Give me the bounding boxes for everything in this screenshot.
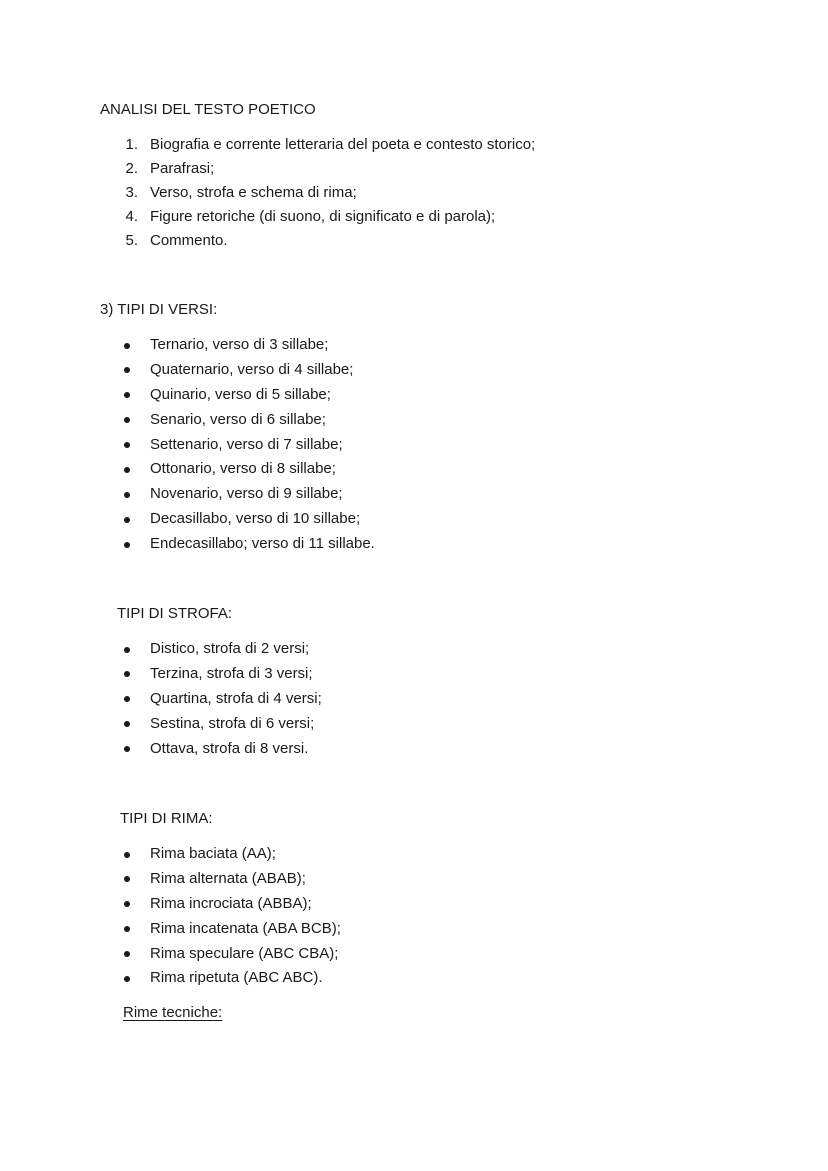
- list-number: 4.: [125, 208, 138, 225]
- list-item-text: Distico, strofa di 2 versi;: [150, 640, 310, 657]
- list-item-text: Biografia e corrente letteraria del poeta e contesto storico;: [150, 136, 536, 153]
- rime-tecniche-heading: Rime tecniche:: [123, 1004, 223, 1021]
- bullet-icon: [124, 467, 130, 473]
- bullet-icon: [124, 392, 130, 398]
- list-item-text: Verso, strofa e schema di rima;: [150, 184, 357, 201]
- versi-heading: 3) TIPI DI VERSI:: [100, 301, 218, 318]
- list-item-text: Endecasillabo; verso di 11 sillabe.: [150, 535, 375, 553]
- bullet-icon: [124, 876, 130, 882]
- list-item-text: Ottonario, verso di 8 sillabe;: [150, 460, 336, 478]
- bullet-icon: [124, 901, 130, 907]
- bullet-icon: [124, 696, 130, 702]
- list-item-text: Rima incrociata (ABBA);: [150, 894, 312, 912]
- list-item-text: Commento.: [150, 232, 228, 249]
- bullet-icon: [124, 542, 130, 548]
- list-number: 3.: [125, 184, 138, 201]
- bullet-icon: [124, 517, 130, 523]
- list-item-text: Quartina, strofa di 4 versi;: [150, 689, 322, 707]
- bullet-icon: [124, 976, 130, 982]
- list-item-text: Rima alternata (ABAB);: [150, 869, 306, 887]
- list-item-text: Novenario, verso di 9 sillabe;: [150, 485, 343, 503]
- list-number: 1.: [125, 136, 138, 153]
- list-item-text: Rima incatenata (ABA BCB);: [150, 919, 341, 937]
- rima-heading: TIPI DI RIMA:: [120, 810, 213, 827]
- bullet-icon: [124, 367, 130, 373]
- list-item-text: Terzina, strofa di 3 versi;: [150, 664, 313, 682]
- bullet-icon: [124, 343, 130, 349]
- bullet-icon: [124, 926, 130, 932]
- bullet-icon: [124, 746, 130, 752]
- bullet-icon: [124, 417, 130, 423]
- list-item-text: Quinario, verso di 5 sillabe;: [150, 385, 331, 403]
- list-item-text: Decasillabo, verso di 10 sillabe;: [150, 510, 361, 528]
- list-item-text: Figure retoriche (di suono, di significato e di parola);: [150, 208, 496, 225]
- list-number: 2.: [125, 160, 138, 177]
- list-item-text: Ottava, strofa di 8 versi.: [150, 739, 309, 757]
- list-item-text: Rima baciata (AA);: [150, 845, 276, 862]
- bullet-icon: [124, 951, 130, 957]
- list-item-text: Sestina, strofa di 6 versi;: [150, 714, 315, 732]
- list-item-text: Quaternario, verso di 4 sillabe;: [150, 360, 354, 378]
- bullet-icon: [124, 671, 130, 677]
- list-item-text: Settenario, verso di 7 sillabe;: [150, 435, 343, 453]
- list-item-text: Rima speculare (ABC CBA);: [150, 944, 339, 962]
- document-title: ANALISI DEL TESTO POETICO: [100, 101, 316, 118]
- list-item-text: Rima ripetuta (ABC ABC).: [150, 969, 323, 987]
- bullet-icon: [124, 442, 130, 448]
- list-number: 5.: [125, 232, 138, 249]
- bullet-icon: [124, 492, 130, 498]
- strofa-heading: TIPI DI STROFA:: [117, 605, 233, 622]
- list-item-text: Parafrasi;: [150, 160, 215, 177]
- list-item-text: Senario, verso di 6 sillabe;: [150, 410, 326, 428]
- bullet-icon: [124, 647, 130, 653]
- list-item-text: Ternario, verso di 3 sillabe;: [150, 336, 329, 353]
- bullet-icon: [124, 721, 130, 727]
- bullet-icon: [124, 852, 130, 858]
